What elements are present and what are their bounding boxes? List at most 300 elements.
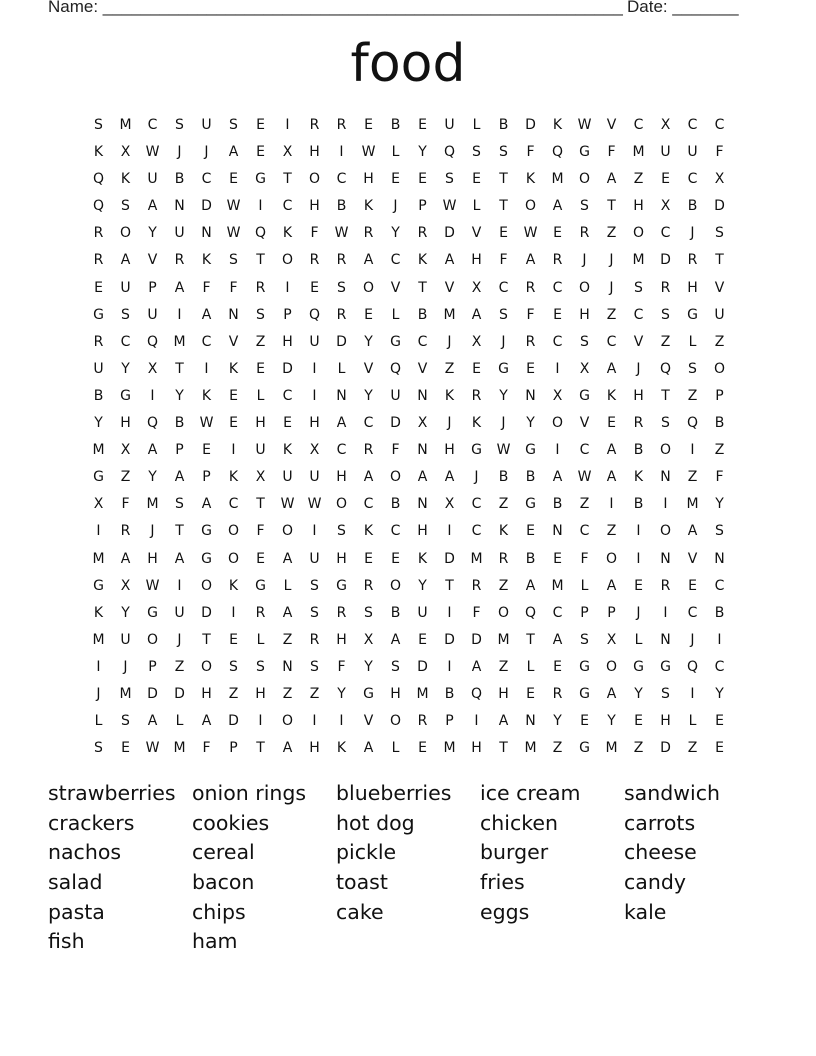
- grid-letter: A: [525, 252, 536, 269]
- grid-letter: H: [444, 442, 455, 459]
- grid-letter: K: [471, 415, 482, 432]
- grid-letter: A: [498, 713, 509, 730]
- grid-letter: X: [606, 631, 617, 648]
- grid-letter: N: [417, 496, 428, 513]
- grid-letter: C: [363, 415, 374, 432]
- grid-letter: A: [606, 442, 617, 459]
- grid-letter: Y: [148, 225, 157, 242]
- grid-letter: S: [121, 198, 130, 215]
- grid-letter: O: [281, 252, 294, 269]
- grid-letter: G: [201, 550, 212, 567]
- grid-letter: N: [525, 713, 536, 730]
- grid-letter: R: [471, 387, 482, 404]
- grid-letter: W: [577, 117, 592, 133]
- grid-letter: R: [552, 685, 563, 702]
- grid-letter: I: [447, 604, 452, 621]
- grid-letter: K: [201, 252, 212, 269]
- grid-letter: E: [310, 279, 319, 296]
- grid-letter: Z: [552, 740, 563, 757]
- word-bank-item: burger: [480, 840, 549, 865]
- grid-letter: B: [93, 387, 104, 404]
- grid-letter: J: [177, 144, 182, 161]
- grid-letter: Z: [228, 685, 239, 702]
- grid-letter: G: [255, 577, 266, 594]
- grid-letter: Q: [92, 171, 105, 188]
- grid-letter: A: [282, 604, 293, 621]
- grid-letter: L: [337, 360, 346, 377]
- grid-letter: O: [335, 496, 348, 513]
- grid-letter: X: [147, 360, 158, 377]
- grid-letter: U: [714, 306, 725, 323]
- grid-letter: M: [92, 550, 105, 567]
- grid-letter: O: [200, 577, 213, 594]
- grid-letter: E: [364, 117, 373, 133]
- grid-letter: A: [282, 740, 293, 757]
- grid-letter: U: [282, 469, 293, 486]
- grid-letter: V: [471, 225, 482, 242]
- grid-letter: G: [660, 658, 671, 675]
- grid-letter: T: [175, 523, 184, 540]
- grid-letter: M: [173, 333, 186, 350]
- grid-letter: X: [309, 442, 320, 459]
- grid-letter: P: [175, 442, 184, 459]
- grid-letter: A: [363, 469, 374, 486]
- grid-letter: Z: [606, 523, 617, 540]
- grid-letter: D: [714, 198, 725, 215]
- grid-letter: L: [391, 144, 400, 161]
- grid-letter: T: [607, 198, 616, 215]
- grid-letter: C: [228, 496, 239, 513]
- grid-letter: B: [633, 442, 644, 459]
- grid-letter: Y: [121, 604, 130, 621]
- grid-letter: H: [471, 740, 482, 757]
- grid-letter: G: [363, 685, 374, 702]
- grid-letter: Q: [686, 658, 699, 675]
- word-bank-item: nachos: [48, 840, 122, 865]
- grid-letter: S: [715, 523, 724, 540]
- grid-letter: L: [634, 631, 643, 648]
- grid-letter: R: [174, 252, 185, 269]
- word-bank-item: ham: [192, 929, 238, 954]
- grid-letter: P: [418, 198, 427, 215]
- grid-letter: Z: [174, 658, 185, 675]
- grid-letter: U: [174, 604, 185, 621]
- grid-letter: W: [145, 577, 160, 594]
- grid-letter: Y: [364, 333, 373, 350]
- grid-letter: Y: [553, 713, 562, 730]
- grid-letter: D: [417, 658, 428, 675]
- grid-letter: S: [499, 306, 508, 323]
- grid-letter: I: [636, 523, 641, 540]
- grid-letter: V: [687, 550, 698, 567]
- grid-letter: E: [391, 171, 400, 188]
- grid-letter: S: [229, 658, 238, 675]
- grid-letter: C: [282, 387, 293, 404]
- grid-letter: B: [714, 604, 725, 621]
- word-bank-item: strawberries: [48, 781, 176, 805]
- grid-letter: Q: [659, 360, 672, 377]
- grid-letter: I: [636, 550, 641, 567]
- grid-letter: B: [552, 496, 563, 513]
- grid-letter: E: [229, 415, 238, 432]
- grid-letter: U: [309, 550, 320, 567]
- grid-letter: G: [93, 306, 104, 323]
- grid-letter: Z: [714, 442, 725, 459]
- grid-letter: S: [310, 604, 319, 621]
- grid-letter: L: [256, 387, 265, 404]
- grid-letter: Z: [444, 360, 455, 377]
- grid-letter: R: [552, 252, 563, 269]
- grid-letter: E: [526, 360, 535, 377]
- grid-letter: T: [256, 740, 265, 757]
- grid-letter: A: [444, 252, 455, 269]
- grid-letter: D: [444, 631, 455, 648]
- grid-letter: M: [632, 144, 645, 161]
- grid-letter: B: [714, 415, 725, 432]
- grid-letter: O: [227, 523, 240, 540]
- grid-letter: F: [202, 740, 211, 757]
- grid-letter: K: [228, 469, 239, 486]
- grid-letter: J: [204, 144, 209, 161]
- grid-letter: X: [255, 469, 266, 486]
- grid-letter: O: [389, 713, 402, 730]
- grid-letter: B: [174, 415, 185, 432]
- grid-letter: S: [364, 604, 373, 621]
- grid-letter: Y: [364, 658, 373, 675]
- word-bank-item: chips: [192, 899, 246, 924]
- grid-letter: W: [226, 198, 241, 215]
- grid-letter: D: [174, 685, 185, 702]
- grid-letter: S: [310, 577, 319, 594]
- grid-letter: Z: [498, 658, 509, 675]
- grid-letter: C: [714, 577, 725, 594]
- grid-letter: A: [552, 198, 563, 215]
- grid-letter: T: [526, 631, 535, 648]
- grid-letter: R: [471, 577, 482, 594]
- grid-letter: G: [336, 577, 347, 594]
- grid-letter: L: [256, 631, 265, 648]
- grid-letter: R: [633, 415, 644, 432]
- grid-letter: J: [474, 469, 479, 486]
- grid-letter: K: [417, 550, 428, 567]
- grid-letter: X: [417, 415, 428, 432]
- grid-letter: G: [255, 171, 266, 188]
- grid-letter: K: [498, 523, 509, 540]
- grid-letter: G: [93, 469, 104, 486]
- grid-letter: S: [229, 117, 238, 133]
- grid-letter: P: [607, 604, 616, 621]
- grid-letter: H: [633, 387, 644, 404]
- grid-letter: U: [255, 442, 266, 459]
- grid-letter: G: [579, 685, 590, 702]
- grid-letter: G: [201, 523, 212, 540]
- grid-letter: W: [442, 198, 457, 215]
- grid-letter: W: [577, 469, 592, 486]
- word-bank-item: ice cream: [480, 781, 581, 805]
- grid-letter: R: [498, 550, 509, 567]
- grid-letter: H: [201, 685, 212, 702]
- grid-letter: B: [687, 198, 698, 215]
- word-bank-item: kale: [624, 899, 667, 924]
- grid-letter: A: [336, 415, 347, 432]
- grid-letter: I: [663, 604, 668, 621]
- grid-letter: U: [201, 117, 212, 133]
- grid-letter: L: [688, 713, 697, 730]
- grid-letter: K: [282, 225, 293, 242]
- grid-letter: U: [660, 144, 671, 161]
- grid-letter: I: [258, 198, 263, 215]
- grid-letter: S: [256, 306, 265, 323]
- grid-letter: A: [228, 144, 239, 161]
- grid-letter: H: [147, 550, 158, 567]
- grid-letter: A: [525, 577, 536, 594]
- grid-letter: A: [552, 631, 563, 648]
- grid-letter: M: [497, 631, 510, 648]
- grid-letter: H: [120, 415, 131, 432]
- grid-letter: P: [229, 740, 238, 757]
- grid-letter: O: [659, 523, 672, 540]
- word-bank-item: eggs: [480, 899, 530, 924]
- grid-letter: R: [687, 252, 698, 269]
- grid-letter: J: [636, 360, 641, 377]
- grid-letter: D: [147, 685, 158, 702]
- grid-letter: G: [579, 144, 590, 161]
- grid-letter: G: [525, 496, 536, 513]
- grid-letter: V: [417, 360, 428, 377]
- grid-letter: P: [715, 387, 724, 404]
- grid-letter: W: [226, 225, 241, 242]
- grid-letter: S: [580, 631, 589, 648]
- grid-letter: E: [229, 387, 238, 404]
- grid-letter: N: [660, 631, 671, 648]
- word-bank-item: fries: [480, 870, 525, 895]
- grid-letter: I: [717, 631, 722, 648]
- grid-letter: F: [229, 279, 238, 296]
- grid-letter: F: [121, 496, 130, 513]
- grid-letter: I: [231, 442, 236, 459]
- word-bank-item: pasta: [48, 899, 105, 924]
- grid-letter: C: [336, 442, 347, 459]
- grid-letter: U: [444, 117, 455, 133]
- grid-letter: L: [526, 658, 535, 675]
- grid-letter: H: [309, 144, 320, 161]
- letter-grid: [85, 112, 733, 762]
- grid-letter: J: [447, 333, 452, 350]
- grid-letter: O: [308, 171, 321, 188]
- grid-letter: C: [201, 333, 212, 350]
- grid-letter: C: [390, 252, 401, 269]
- grid-letter: N: [417, 442, 428, 459]
- grid-letter: Y: [418, 144, 427, 161]
- grid-letter: A: [552, 469, 563, 486]
- grid-letter: E: [94, 279, 103, 296]
- grid-letter: R: [363, 577, 374, 594]
- grid-letter: S: [310, 658, 319, 675]
- grid-letter: X: [93, 496, 104, 513]
- grid-letter: C: [147, 117, 158, 133]
- grid-letter: I: [231, 604, 236, 621]
- grid-letter: C: [579, 442, 590, 459]
- grid-letter: O: [389, 469, 402, 486]
- grid-letter: V: [363, 360, 374, 377]
- grid-letter: S: [256, 658, 265, 675]
- grid-letter: E: [256, 550, 265, 567]
- grid-letter: Q: [254, 225, 267, 242]
- grid-letter: E: [553, 306, 562, 323]
- grid-letter: W: [280, 496, 295, 513]
- name-field-label: Name: _______________________________________________________: [48, 0, 623, 16]
- grid-letter: T: [499, 740, 508, 757]
- grid-letter: P: [202, 469, 211, 486]
- grid-letter: C: [633, 117, 644, 133]
- grid-letter: I: [96, 523, 101, 540]
- grid-letter: D: [444, 225, 455, 242]
- grid-letter: R: [309, 252, 320, 269]
- grid-letter: A: [120, 252, 131, 269]
- grid-letter: Z: [714, 333, 725, 350]
- grid-letter: I: [474, 713, 479, 730]
- grid-letter: I: [312, 713, 317, 730]
- grid-letter: A: [606, 577, 617, 594]
- word-bank-item: candy: [624, 870, 686, 895]
- grid-letter: S: [661, 685, 670, 702]
- grid-letter: E: [688, 577, 697, 594]
- grid-letter: M: [632, 252, 645, 269]
- grid-letter: A: [147, 713, 158, 730]
- grid-letter: L: [175, 713, 184, 730]
- grid-letter: V: [147, 252, 158, 269]
- grid-letter: H: [255, 415, 266, 432]
- grid-letter: E: [553, 550, 562, 567]
- grid-letter: Q: [308, 306, 321, 323]
- grid-letter: S: [175, 496, 184, 513]
- grid-letter: U: [120, 631, 131, 648]
- grid-letter: O: [389, 577, 402, 594]
- grid-letter: B: [390, 496, 401, 513]
- grid-letter: N: [201, 225, 212, 242]
- grid-letter: M: [92, 442, 105, 459]
- grid-letter: X: [120, 442, 131, 459]
- grid-letter: E: [715, 713, 724, 730]
- grid-letter: R: [93, 333, 104, 350]
- page-title: food: [350, 34, 466, 94]
- grid-letter: L: [94, 713, 103, 730]
- grid-letter: N: [282, 658, 293, 675]
- grid-letter: M: [551, 577, 564, 594]
- grid-letter: N: [228, 306, 239, 323]
- grid-letter: O: [551, 415, 564, 432]
- grid-letter: G: [525, 442, 536, 459]
- grid-letter: R: [417, 225, 428, 242]
- grid-letter: H: [336, 550, 347, 567]
- grid-letter: E: [526, 685, 535, 702]
- grid-letter: P: [148, 658, 157, 675]
- grid-letter: N: [174, 198, 185, 215]
- grid-letter: B: [525, 469, 536, 486]
- grid-letter: C: [282, 198, 293, 215]
- grid-letter: M: [686, 496, 699, 513]
- grid-letter: S: [445, 171, 454, 188]
- grid-letter: U: [147, 171, 158, 188]
- grid-letter: N: [714, 550, 725, 567]
- grid-letter: B: [336, 198, 347, 215]
- grid-letter: M: [146, 496, 159, 513]
- grid-letter: C: [633, 306, 644, 323]
- grid-letter: Q: [524, 604, 537, 621]
- grid-letter: K: [444, 387, 455, 404]
- word-bank-item: fish: [48, 929, 85, 954]
- word-bank-item: cheese: [624, 840, 697, 865]
- grid-letter: V: [714, 279, 725, 296]
- grid-letter: C: [606, 333, 617, 350]
- grid-letter: E: [607, 415, 616, 432]
- grid-letter: H: [336, 631, 347, 648]
- grid-letter: K: [228, 360, 239, 377]
- grid-letter: X: [120, 577, 131, 594]
- grid-letter: C: [714, 117, 725, 133]
- grid-letter: T: [175, 360, 184, 377]
- grid-letter: X: [552, 387, 563, 404]
- grid-letter: G: [120, 387, 131, 404]
- grid-letter: F: [715, 144, 724, 161]
- grid-letter: T: [202, 631, 211, 648]
- word-bank-item: blueberries: [336, 781, 452, 805]
- grid-letter: Y: [337, 685, 346, 702]
- grid-letter: N: [417, 387, 428, 404]
- grid-letter: S: [94, 117, 103, 133]
- grid-letter: S: [580, 333, 589, 350]
- grid-letter: O: [497, 604, 510, 621]
- grid-letter: E: [715, 740, 724, 757]
- grid-letter: E: [418, 117, 427, 133]
- grid-letter: M: [470, 550, 483, 567]
- grid-letter: N: [336, 387, 347, 404]
- grid-letter: H: [309, 415, 320, 432]
- grid-letter: E: [418, 740, 427, 757]
- grid-letter: K: [525, 171, 536, 188]
- grid-letter: B: [174, 171, 185, 188]
- grid-letter: M: [443, 740, 456, 757]
- grid-letter: E: [580, 713, 589, 730]
- grid-letter: D: [471, 631, 482, 648]
- grid-letter: J: [150, 523, 155, 540]
- grid-letter: K: [363, 198, 374, 215]
- grid-letter: T: [256, 252, 265, 269]
- grid-letter: E: [472, 171, 481, 188]
- grid-letter: J: [690, 225, 695, 242]
- grid-letter: I: [285, 117, 290, 133]
- grid-letter: I: [663, 496, 668, 513]
- grid-letter: F: [526, 144, 535, 161]
- grid-letter: V: [606, 117, 617, 133]
- grid-letter: L: [283, 577, 292, 594]
- grid-letter: O: [119, 225, 132, 242]
- grid-letter: Z: [606, 225, 617, 242]
- grid-letter: U: [93, 360, 104, 377]
- grid-letter: S: [337, 279, 346, 296]
- grid-letter: F: [499, 252, 508, 269]
- grid-letter: D: [282, 360, 293, 377]
- grid-letter: Y: [364, 387, 373, 404]
- grid-letter: F: [580, 550, 589, 567]
- grid-letter: T: [499, 171, 508, 188]
- grid-letter: K: [633, 469, 644, 486]
- grid-letter: W: [334, 225, 349, 242]
- grid-letter: E: [634, 577, 643, 594]
- word-bank-item: sandwich: [624, 781, 720, 805]
- grid-letter: T: [283, 171, 292, 188]
- grid-letter: O: [605, 550, 618, 567]
